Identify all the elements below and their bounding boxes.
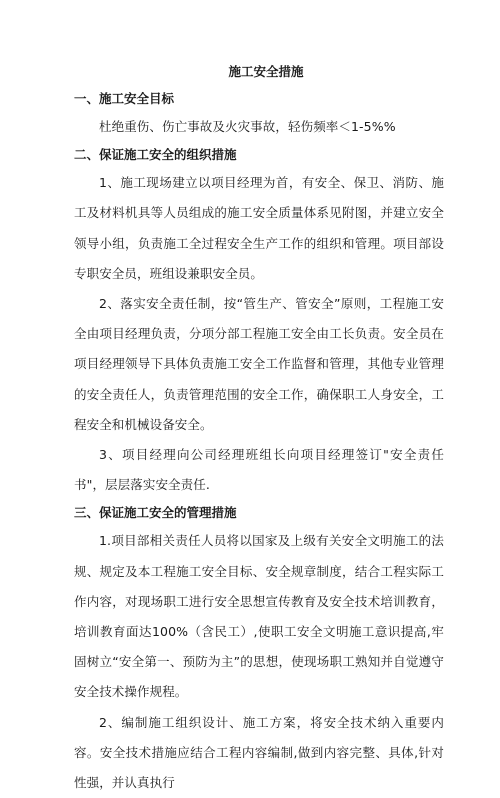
section-2-paragraph-2: 2、落实安全责任制，按“管生产、管安全”原则，工程施工安全由项目经理负责，分项分部工程施工安全由工长负责。安全员在项目经理领导下具体负责施工安全工作监督和管理，其他专业管理的安全责任人，负责管理范围的安全工作，确保职工人身安全，工程安全和机械设备安全。 — [74, 296, 444, 432]
section-3-paragraph-1: 1.项目部相关责任人员将以国家及上级有关安全文明施工的法规、规定及本工程施工安全目标、安全规章制度，结合工程实际工作内容，对现场职工进行安全思想宣传教育及安全技术培训教育，培训教育面达100%（含民工）,使职工安全文明施工意识提高,牢固树立“安全第一、预防为主”的思想，使现场职工熟知并自觉遵守安全技术操作规程。 — [74, 533, 444, 700]
document-title: 施工安全措施 — [228, 64, 304, 79]
section-2-paragraph-3: 3、项目经理向公司经理班组长向项目经理签订"安全责任书"，层层落实安全责任. — [74, 447, 444, 493]
section-heading-2: 二、保证施工安全的组织措施 — [74, 147, 237, 163]
section-3-paragraph-2: 2、编制施工组织设计、施工方案，将安全技术纳入重要内容。安全技术措施应结合工程内容编制,做到内容完整、具体,针对性强，并认真执行 — [74, 714, 444, 791]
section-heading-3: 三、保证施工安全的管理措施 — [74, 505, 237, 521]
section-2-paragraph-1: 1、施工现场建立以项目经理为首，有安全、保卫、消防、施工及材料机具等人员组成的施工安全质量体系见附图，并建立安全领导小组，负责施工全过程安全生产工作的组织和管理。项目部设专职安全员，班组设兼职安全员。 — [74, 175, 444, 281]
section-1-paragraph-1: 杜绝重伤、伤亡事故及火灾事故，轻伤频率＜1-5%% — [99, 119, 396, 134]
section-heading-1: 一、施工安全目标 — [74, 91, 175, 106]
